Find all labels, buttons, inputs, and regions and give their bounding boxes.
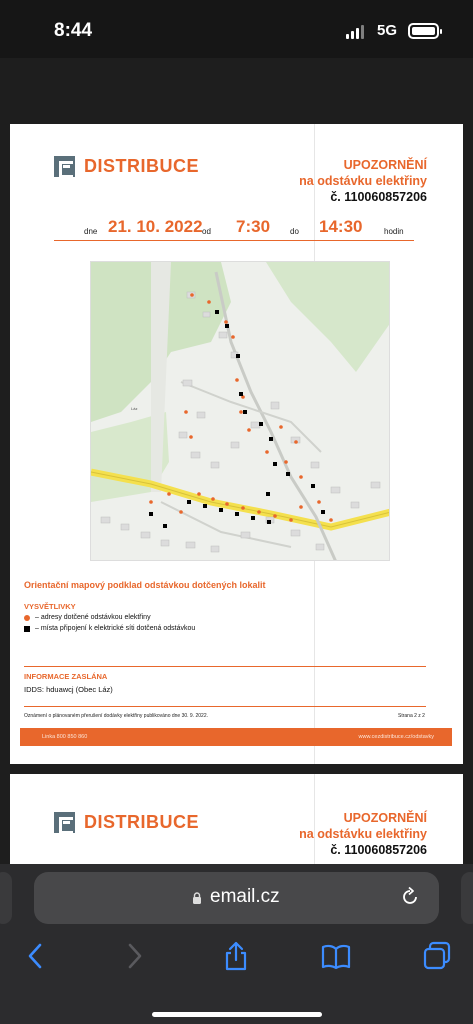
document-page-2 (10, 774, 463, 864)
warning-subtitle: na odstávku elektřiny (299, 174, 427, 188)
date-prefix: dne (84, 227, 98, 236)
footer-hotline: Linka 800 850 860 (42, 734, 88, 740)
legend-title: VYSVĚTLIVKY (24, 602, 76, 611)
warning-title: UPOZORNĚNÍ (343, 811, 427, 825)
warning-header (299, 810, 427, 858)
status-time: 8:44 (54, 20, 93, 41)
page-number: Strana 2 z 2 (398, 713, 425, 719)
lock-icon (192, 892, 202, 904)
publication-note: Oznámení o plánovaném přerušení dodávky elektřiny publikováno dne 30. 9. 2022. (24, 713, 209, 719)
map-image (91, 262, 390, 561)
warning-number: č. 110060857206 (330, 843, 427, 857)
browser-toolbar (0, 932, 473, 982)
red-dot-icon (24, 615, 30, 621)
tabs-icon[interactable] (421, 940, 453, 972)
document-page-1 (10, 124, 463, 764)
page-footer (20, 728, 452, 746)
legend-item-text: – adresy dotčené odstávkou elektřiny (35, 614, 151, 621)
document-viewer[interactable] (0, 58, 473, 864)
status-bar (0, 0, 473, 58)
to-label: do (290, 227, 299, 236)
black-square-icon (24, 626, 30, 632)
url-text: email.cz (210, 886, 280, 907)
outage-date: 21. 10. 2022 (108, 217, 203, 236)
from-label: od (202, 227, 211, 236)
forward-icon[interactable] (118, 940, 150, 972)
company-logo (54, 812, 199, 833)
reload-icon[interactable] (399, 886, 421, 908)
warning-number: č. 110060857206 (330, 190, 427, 204)
hours-label: hodin (384, 227, 404, 236)
home-indicator[interactable] (152, 1012, 322, 1017)
map-place-label: Láz (131, 406, 138, 411)
info-title: INFORMACE ZASLÁNA (24, 672, 108, 681)
divider (24, 666, 426, 667)
time-to: 14:30 (319, 217, 363, 236)
previous-tab-card[interactable] (0, 872, 12, 924)
bookmarks-icon[interactable] (320, 940, 352, 972)
back-icon[interactable] (20, 940, 52, 972)
outage-map (90, 261, 390, 561)
logo-mark-icon (54, 156, 75, 177)
company-logo (54, 156, 199, 177)
signal-icon (346, 25, 364, 39)
address-bar[interactable] (34, 872, 439, 924)
logo-mark-icon (54, 812, 75, 833)
logo-text: DISTRIBUCE (84, 156, 200, 176)
warning-header (299, 157, 427, 205)
info-text: IDDS: hduawcj (Obec Láz) (24, 685, 113, 694)
browser-bottom-bar (0, 864, 473, 1024)
time-from: 7:30 (236, 217, 271, 236)
map-caption: Orientační mapový podklad odstávkou dotčených lokalit (24, 580, 266, 590)
legend-item-connections (24, 625, 195, 632)
logo-text: DISTRIBUCE (84, 812, 200, 832)
footer-website: www.cezdistribuce.cz/odstavky (358, 734, 434, 740)
battery-icon (408, 23, 439, 39)
outage-date-line (54, 217, 414, 241)
warning-subtitle: na odstávku elektřiny (299, 827, 427, 841)
legend-item-text: – místa připojení k elektrické síti dotčená odstávkou (35, 625, 196, 632)
next-tab-card[interactable] (461, 872, 473, 924)
network-type: 5G (377, 22, 398, 39)
warning-title: UPOZORNĚNÍ (343, 158, 427, 172)
share-icon[interactable] (220, 940, 252, 972)
divider (24, 706, 426, 707)
legend-item-addresses (24, 614, 151, 621)
